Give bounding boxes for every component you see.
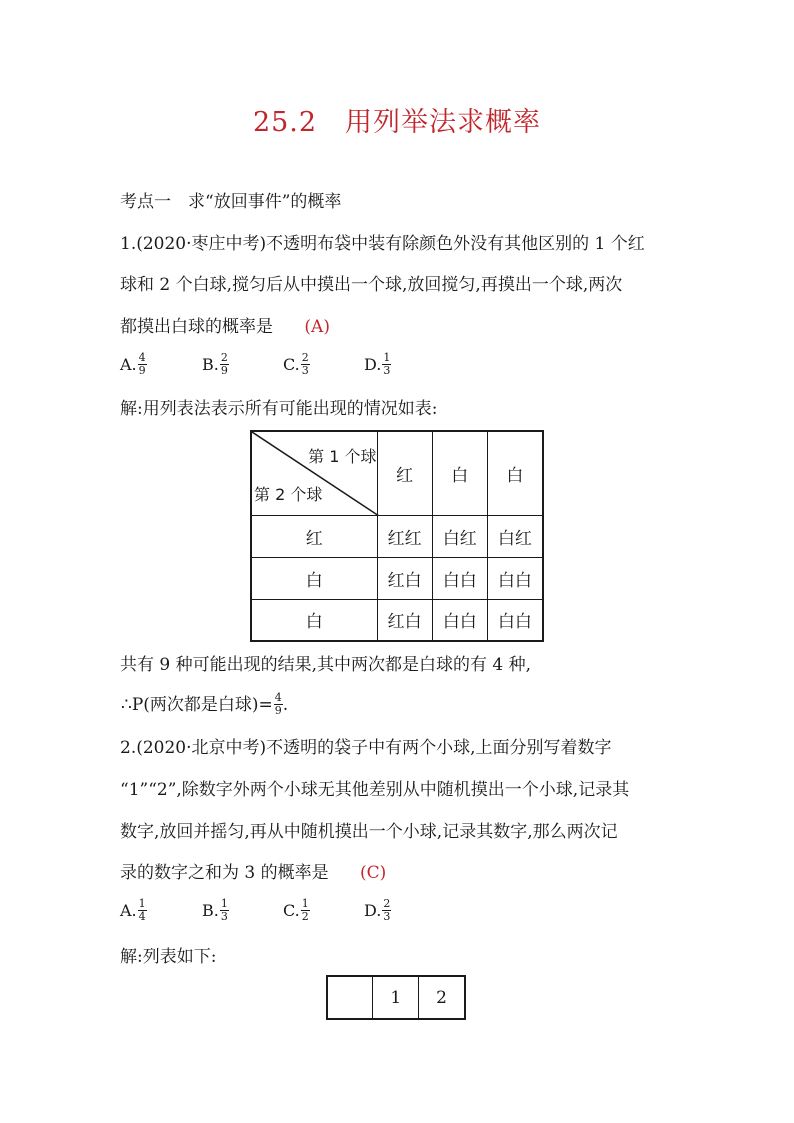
q1-option-d-fraction: $\frac{1}{3}$ <box>383 351 391 377</box>
q1-solution-intro: 解:用列表法表示所有可能出现的情况如表: <box>120 399 438 419</box>
q1-line-1: 1.(2020·枣庄中考)不透明布袋中装有除颜色外没有其他区别的 1 个红 <box>120 234 645 254</box>
q1-probability <box>121 692 288 717</box>
q1-option-a <box>120 352 147 377</box>
q2-option-a <box>120 898 147 923</box>
q1-table-cell: 红白 <box>377 599 432 641</box>
q2-line-4 <box>120 862 386 884</box>
q1-line-3-text: 都摸出白球的概率是 <box>120 317 273 337</box>
q2-option-a-label: A. <box>120 901 137 920</box>
section-heading: 考点一 求“放回事件”的概率 <box>120 192 342 212</box>
q2-option-b-fraction: $\frac{1}{3}$ <box>220 897 228 923</box>
q1-table-row-head: 白 <box>251 599 377 641</box>
q1-option-b-fraction: $\frac{2}{9}$ <box>220 351 228 377</box>
q2-sum-table <box>326 975 466 1020</box>
q1-option-a-fraction: $\frac{4}{9}$ <box>138 351 146 377</box>
q1-line-2: 球和 2 个白球,搅匀后从中摸出一个球,放回搅匀,再摸出一个球,两次 <box>120 275 623 295</box>
q1-table-cell: 白白 <box>487 557 543 599</box>
q1-conclusion: 共有 9 种可能出现的结果,其中两次都是白球的有 4 种, <box>120 655 532 675</box>
q1-option-b <box>202 352 229 377</box>
q2-answer: (C) <box>360 863 387 883</box>
q1-table-corner-cell <box>251 431 377 515</box>
q2-line-2: “1”“2”,除数字外两个小球无其他差别从中随机摸出一个小球,记录其 <box>120 780 630 800</box>
q1-table-cell: 白白 <box>432 599 487 641</box>
q2-option-a-fraction: $\frac{1}{4}$ <box>138 897 146 923</box>
q1-option-a-label: A. <box>120 355 137 374</box>
q1-option-d-label: D. <box>364 355 382 374</box>
q1-table-row-head: 白 <box>251 557 377 599</box>
q1-line-3 <box>120 316 330 338</box>
q1-table-header-cell: 白 <box>432 431 487 515</box>
q1-option-c-fraction: $\frac{2}{3}$ <box>301 351 309 377</box>
q1-table-cell: 红红 <box>377 515 432 557</box>
q1-probability-fraction: $\frac{4}{9}$ <box>274 691 282 717</box>
q1-table-header-cell: 白 <box>487 431 543 515</box>
q1-table-header-cell: 红 <box>377 431 432 515</box>
q1-option-c <box>283 352 310 377</box>
q2-option-c <box>283 898 310 923</box>
q2-option-c-fraction: $\frac{1}{2}$ <box>301 897 309 923</box>
table-row <box>251 557 543 599</box>
q2-option-b <box>202 898 229 923</box>
q1-answer: (A) <box>304 317 330 337</box>
q1-table-cell: 白白 <box>432 557 487 599</box>
q2-option-d-label: D. <box>364 901 382 920</box>
q2-line-4-text: 录的数字之和为 3 的概率是 <box>120 863 329 883</box>
q1-table-cell: 白红 <box>432 515 487 557</box>
table-row <box>251 515 543 557</box>
q2-line-3: 数字,放回并摇匀,再从中随机摸出一个小球,记录其数字,那么两次记 <box>120 822 618 842</box>
q1-table-cell: 白红 <box>487 515 543 557</box>
q2-table-header-cell: 2 <box>419 976 465 1019</box>
q1-option-c-label: C. <box>283 355 300 374</box>
q2-option-c-label: C. <box>283 901 300 920</box>
q1-option-d <box>364 352 391 377</box>
q1-table-cell: 白白 <box>487 599 543 641</box>
q2-line-1: 2.(2020·北京中考)不透明的袋子中有两个小球,上面分别写着数字 <box>120 738 612 758</box>
q1-table-row-head: 红 <box>251 515 377 557</box>
q1-probability-prefix: ∴P(两次都是白球)= <box>121 694 273 715</box>
table-row <box>327 976 465 1019</box>
q1-table-corner-bottom: 第 2 个球 <box>254 484 323 504</box>
table-row <box>251 599 543 641</box>
q2-option-b-label: B. <box>202 901 219 920</box>
q1-probability-suffix: . <box>282 694 289 715</box>
q2-table-header-cell: 1 <box>373 976 419 1019</box>
q2-solution-intro: 解:列表如下: <box>120 947 217 967</box>
q1-table-cell: 红白 <box>377 557 432 599</box>
q2-table-corner-cell <box>327 976 373 1019</box>
q1-outcome-table <box>250 430 544 642</box>
q1-option-b-label: B. <box>202 355 219 374</box>
q1-table-corner-top: 第 1 个球 <box>308 447 377 466</box>
q1-table-header-row <box>251 431 543 515</box>
page-title: 25.2 用列举法求概率 <box>252 107 542 138</box>
q2-option-d <box>364 898 391 923</box>
q2-option-d-fraction: $\frac{2}{3}$ <box>383 897 391 923</box>
